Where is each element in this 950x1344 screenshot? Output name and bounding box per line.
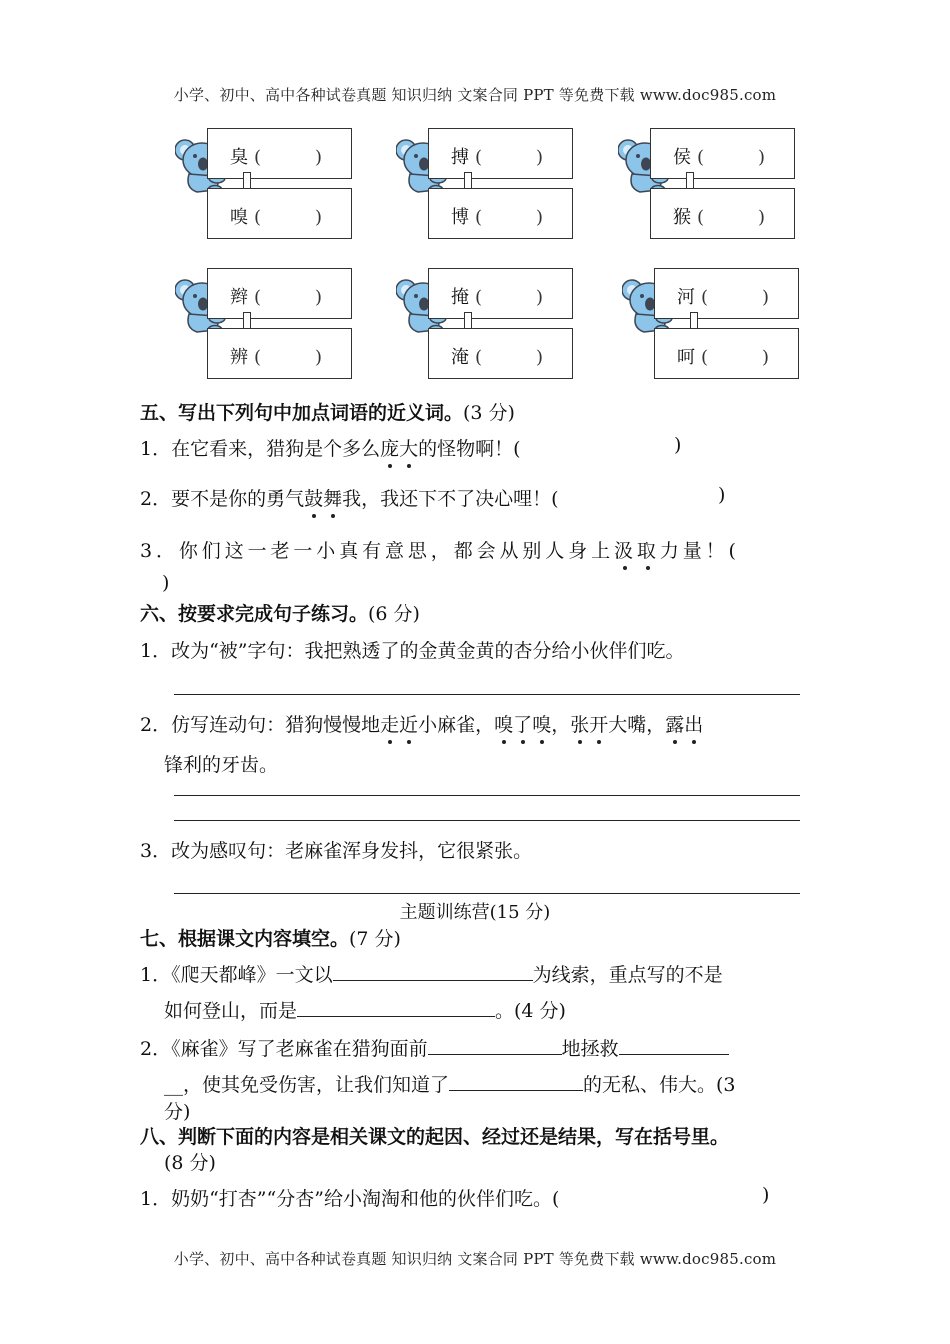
s5-q3-close-paren: ) [162, 572, 170, 594]
character-card [622, 268, 812, 384]
card-top-char: 搏 [451, 147, 469, 168]
page-footer: 小学、初中、高中各种试卷真题 知识归纳 文案合同 PPT 等免费下载 www.doc985.com [173, 1250, 777, 1268]
s6-question-2-line2: 锋利的牙齿。 [164, 754, 279, 776]
answer-line[interactable] [174, 694, 800, 695]
answer-paren[interactable]: ( ) [475, 287, 544, 308]
s5-question-1: 1．在它看来，猎狗是个多么庞大的怪物啊！( [140, 434, 521, 461]
answer-paren[interactable]: ( ) [475, 347, 544, 368]
answer-line[interactable] [174, 795, 800, 796]
camp-heading: 主题训练营(15 分) [399, 902, 551, 923]
section-7-title: 七、根据课文内容填空。(7 分) [140, 928, 401, 950]
card-top-char: 掩 [451, 287, 469, 308]
card-top-char: 臭 [230, 147, 248, 168]
card-bottom-char: 淹 [451, 347, 469, 368]
answer-paren[interactable]: ( ) [254, 147, 323, 168]
s5-q2-close-paren: ) [718, 484, 726, 506]
answer-paren[interactable]: ( ) [701, 287, 770, 308]
fill-blank[interactable] [297, 996, 495, 1017]
card-top-char: 河 [677, 287, 695, 308]
section-5-title: 五、写出下列句中加点词语的近义词。(3 分) [140, 402, 515, 424]
character-card [175, 128, 365, 244]
s8-question-1: 1．奶奶“打杏”“分杏”给小淘淘和他的伙伴们吃。( [140, 1188, 560, 1210]
answer-paren[interactable]: ( ) [254, 207, 323, 228]
answer-paren[interactable]: ( ) [701, 347, 770, 368]
card-bottom-char: 辨 [230, 347, 248, 368]
s7-question-1: 1．《爬天都峰》一文以 为线索，重点写的不是 [140, 960, 723, 987]
page-header: 小学、初中、高中各种试卷真题 知识归纳 文案合同 PPT 等免费下载 www.doc985.com [173, 86, 777, 104]
s7-question-2-line3: 分) [164, 1101, 191, 1123]
fill-blank[interactable] [333, 960, 533, 981]
character-card [618, 128, 808, 244]
s7-question-2: 2．《麻雀》写了老麻雀在猎狗面前 地拯救 [140, 1034, 729, 1061]
s7-question-2-line2: __，使其免受伤害，让我们知道了 的无私、伟大。(3 [164, 1070, 736, 1097]
fill-blank[interactable] [428, 1034, 562, 1055]
answer-paren[interactable]: ( ) [254, 287, 323, 308]
s8-q1-close-paren: ) [762, 1184, 770, 1206]
fill-blank[interactable] [619, 1034, 729, 1055]
card-top-char: 侯 [673, 147, 691, 168]
answer-paren[interactable]: ( ) [697, 207, 766, 228]
card-bottom-char: 嗅 [230, 207, 248, 228]
s5-question-2: 2．要不是你的勇气鼓舞我，我还下不了决心哩！( [140, 484, 559, 511]
answer-paren[interactable]: ( ) [475, 147, 544, 168]
character-card [396, 128, 586, 244]
answer-paren[interactable]: ( ) [697, 147, 766, 168]
s6-question-3: 3．改为感叹句：老麻雀浑身发抖，它很紧张。 [140, 840, 533, 862]
character-card [175, 268, 365, 384]
answer-line[interactable] [174, 893, 800, 894]
section-8-title: 八、判断下面的内容是相关课文的起因、经过还是结果，写在括号里。 [140, 1126, 730, 1148]
answer-paren[interactable]: ( ) [475, 207, 544, 228]
character-card [396, 268, 586, 384]
section-8-points: (8 分) [164, 1152, 216, 1174]
s6-question-2: 2．仿写连动句：猎狗慢慢地走近小麻雀，嗅了嗅，张开大嘴，露出 [140, 710, 703, 737]
s5-question-3: 3．你们这一老一小真有意思，都会从别人身上汲取力量！( [140, 536, 740, 563]
s7-question-1-line2: 如何登山，而是 。(4 分) [164, 996, 566, 1023]
card-bottom-char: 博 [451, 207, 469, 228]
answer-line[interactable] [174, 820, 800, 821]
answer-paren[interactable]: ( ) [254, 347, 323, 368]
s5-q1-close-paren: ) [674, 434, 682, 456]
card-top-char: 辫 [230, 287, 248, 308]
section-6-title: 六、按要求完成句子练习。(6 分) [140, 603, 420, 625]
card-bottom-char: 猴 [673, 207, 691, 228]
card-bottom-char: 呵 [677, 347, 695, 368]
fill-blank[interactable] [449, 1070, 583, 1091]
s6-question-1: 1．改为“被”字句：我把熟透了的金黄金黄的杏分给小伙伴们吃。 [140, 640, 685, 662]
